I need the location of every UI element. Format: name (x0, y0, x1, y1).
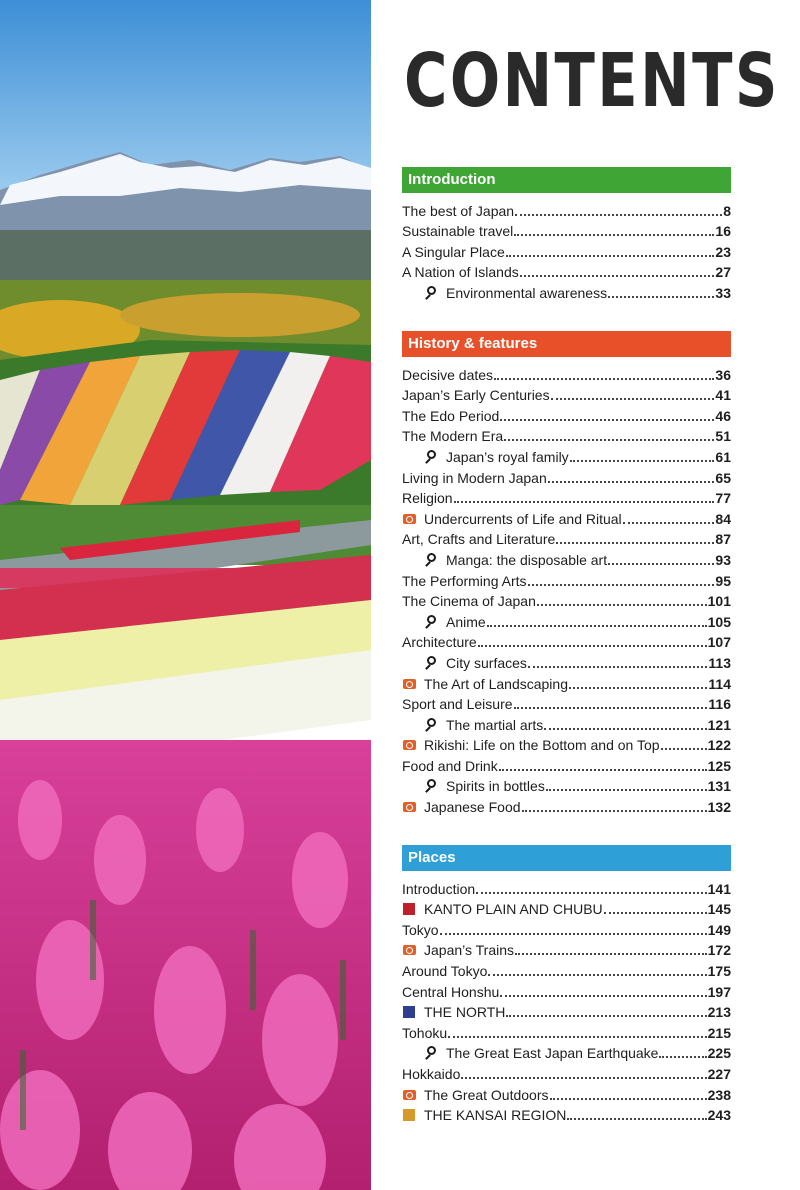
camera-icon (402, 512, 420, 526)
toc-entry-page-number: 122 (707, 737, 731, 754)
dot-leader (520, 263, 715, 277)
camera-icon (402, 738, 420, 752)
dot-leader (440, 921, 707, 935)
toc-entry (402, 979, 731, 1000)
square-north-icon (402, 1005, 420, 1019)
toc-entry-title: Decisive dates (402, 366, 494, 383)
dot-leader (494, 366, 714, 380)
toc-entry-title: Around Tokyo (402, 962, 488, 979)
magnifier-icon (424, 286, 442, 300)
dot-leader (454, 489, 715, 503)
page-title: CONTENTS (404, 38, 780, 124)
toc-entry-title: Sustainable travel (402, 223, 514, 240)
dot-leader (499, 757, 707, 771)
toc-entry-page-number: 172 (707, 942, 731, 959)
square-kanto-icon (402, 902, 420, 916)
toc-entry-title: Art, Crafts and Literature (402, 531, 556, 548)
dot-leader (604, 900, 707, 914)
dot-leader (500, 407, 714, 421)
toc-entry (402, 198, 731, 219)
toc-list-introduction (402, 198, 731, 301)
toc-entry-title: Living in Modern Japan (402, 469, 547, 486)
toc-entry (402, 630, 731, 651)
toc-entry-page-number: 16 (715, 223, 731, 240)
toc-entry-title: Japan’s Early Centuries (402, 387, 550, 404)
toc-entry (402, 219, 731, 240)
dot-leader (546, 777, 707, 791)
toc-entry-title: Tohoku (402, 1024, 448, 1041)
toc-entry (402, 239, 731, 260)
toc-entry (402, 280, 731, 301)
toc-entry-page-number: 197 (707, 983, 731, 1000)
toc-entry-page-number: 105 (707, 613, 731, 630)
toc-entry-page-number: 225 (707, 1045, 731, 1062)
toc-entry-page-number: 227 (707, 1065, 731, 1082)
toc-entry (402, 692, 731, 713)
toc-entry (402, 1041, 731, 1062)
toc-entry-page-number: 125 (707, 757, 731, 774)
dot-leader (556, 530, 714, 544)
toc-entry (402, 260, 731, 281)
dot-leader (461, 1065, 706, 1079)
toc-entry (402, 876, 731, 897)
toc-entry (402, 527, 731, 548)
toc-entry (402, 589, 731, 610)
cover-photo (0, 0, 371, 1190)
magnifier-icon (424, 779, 442, 793)
toc-entry (402, 774, 731, 795)
toc-entry (402, 424, 731, 445)
toc-entry-title: Religion (402, 490, 453, 507)
toc-entry (402, 712, 731, 733)
dot-leader (567, 1106, 706, 1120)
toc-entry-title: Undercurrents of Life and Ritual (402, 511, 622, 527)
toc-entry (402, 568, 731, 589)
toc-entry-page-number: 132 (707, 799, 731, 816)
toc-entry (402, 1000, 731, 1021)
magnifier-icon (424, 656, 442, 670)
flower-field-landscape-image (0, 0, 371, 1190)
toc-entry-page-number: 116 (708, 696, 731, 713)
toc-entry (402, 1103, 731, 1124)
toc-entry-page-number: 145 (707, 901, 731, 918)
dot-leader (608, 284, 714, 298)
toc-entry (402, 917, 731, 938)
toc-entry-title: Introduction (402, 880, 476, 897)
toc-entry-title: Architecture (402, 634, 477, 651)
toc-entry-title: The Art of Landscaping (402, 676, 568, 692)
dot-leader (506, 243, 715, 257)
toc-entry-page-number: 121 (707, 716, 731, 733)
section-introduction (402, 167, 731, 301)
toc-entry (402, 1061, 731, 1082)
toc-entry (402, 362, 731, 383)
dot-leader (504, 427, 714, 441)
toc-entry-page-number: 215 (707, 1024, 731, 1041)
square-kansai-icon (402, 1108, 420, 1122)
section-heading-history: History & features (402, 331, 731, 357)
dot-leader (661, 736, 707, 750)
toc-entry-title: Japan’s Trains (402, 942, 514, 958)
toc-entry-page-number: 77 (715, 490, 731, 507)
dot-leader (528, 654, 707, 668)
toc-entry-page-number: 84 (715, 510, 731, 527)
dot-leader (514, 695, 708, 709)
toc-entry-title: Manga: the disposable art (402, 552, 607, 568)
toc-entry-title: Environmental awareness (402, 285, 607, 301)
toc-entry-page-number: 107 (707, 634, 731, 651)
toc-entry-page-number: 36 (715, 366, 731, 383)
toc-entry-title: Food and Drink (402, 757, 498, 774)
toc-entry-title: Spirits in bottles (402, 778, 545, 794)
dot-leader (488, 962, 706, 976)
toc-entry (402, 1082, 731, 1103)
toc-entry (402, 958, 731, 979)
toc-entry-title: Japanese Food (402, 799, 521, 815)
dot-leader (659, 1044, 706, 1058)
toc-entry-title: THE NORTH (402, 1004, 505, 1020)
toc-entry (402, 444, 731, 465)
camera-icon (402, 677, 420, 691)
toc-entry-title: A Singular Place (402, 243, 505, 260)
dot-leader (515, 941, 707, 955)
toc-entry-page-number: 65 (715, 469, 731, 486)
toc-entry-title: The Great East Japan Earthquake (402, 1045, 658, 1061)
camera-icon (402, 943, 420, 957)
toc-entry (402, 753, 731, 774)
toc-entry (402, 897, 731, 918)
dot-leader (569, 675, 707, 689)
dot-leader (608, 551, 714, 565)
toc-list-history (402, 362, 731, 815)
section-heading-introduction: Introduction (402, 167, 731, 193)
toc-entry-page-number: 93 (715, 551, 731, 568)
magnifier-icon (424, 718, 442, 732)
dot-leader (550, 1086, 707, 1100)
dot-leader (476, 880, 706, 894)
toc-entry-title: The Performing Arts (402, 572, 527, 589)
toc-entry-title: City surfaces (402, 655, 527, 671)
dot-leader (514, 222, 714, 236)
toc-entry-title: Hokkaido (402, 1065, 461, 1082)
dot-leader (551, 386, 715, 400)
dot-leader (522, 798, 707, 812)
toc-entry (402, 938, 731, 959)
dot-leader (500, 983, 706, 997)
magnifier-icon (424, 615, 442, 629)
section-heading-places: Places (402, 845, 731, 871)
dot-leader (506, 1003, 706, 1017)
dot-leader (448, 1024, 706, 1038)
section-places (402, 845, 731, 1123)
toc-entry-page-number: 113 (708, 654, 731, 671)
dot-leader (570, 448, 715, 462)
toc-entry-title: Central Honshu (402, 983, 500, 1000)
toc-entry-page-number: 33 (715, 284, 731, 301)
toc-entry-page-number: 114 (708, 675, 731, 692)
toc-entry-page-number: 95 (715, 572, 731, 589)
dot-leader (515, 202, 722, 216)
toc-entry-page-number: 51 (715, 428, 731, 445)
toc-entry (402, 383, 731, 404)
toc-entry-page-number: 175 (707, 962, 731, 979)
dot-leader (623, 510, 715, 524)
toc-entry-title: The Great Outdoors (402, 1087, 549, 1103)
toc-entry-title: The Cinema of Japan (402, 593, 536, 610)
magnifier-icon (424, 1046, 442, 1060)
toc-entry-title: The Edo Period (402, 407, 500, 424)
toc-entry-page-number: 41 (715, 387, 731, 404)
camera-icon (402, 800, 420, 814)
toc-entry-title: Anime (402, 614, 486, 630)
toc-entry (402, 650, 731, 671)
magnifier-icon (424, 450, 442, 464)
dot-leader (548, 469, 715, 483)
toc-entry-page-number: 27 (715, 264, 731, 281)
toc-entry (402, 506, 731, 527)
toc-entry-page-number: 131 (707, 778, 731, 795)
toc-entry-page-number: 61 (715, 448, 731, 465)
toc-entry-title: The best of Japan (402, 202, 515, 219)
toc-entry-title: Tokyo (402, 921, 439, 938)
dot-leader (487, 613, 707, 627)
toc-entry-page-number: 87 (715, 531, 731, 548)
dot-leader (544, 716, 706, 730)
magnifier-icon (424, 553, 442, 567)
camera-icon (402, 1088, 420, 1102)
toc-entry (402, 547, 731, 568)
toc-entry-title: The Modern Era (402, 428, 504, 445)
toc-list-places (402, 876, 731, 1123)
toc-entry (402, 733, 731, 754)
toc-entry-title: The martial arts (402, 717, 543, 733)
toc-entry-page-number: 149 (707, 921, 731, 938)
toc-entry-title: A Nation of Islands (402, 264, 519, 281)
dot-leader (528, 572, 715, 586)
toc-entry-page-number: 8 (723, 202, 731, 219)
toc-entry-page-number: 101 (707, 593, 731, 610)
dot-leader (537, 592, 707, 606)
toc-entry-title: THE KANSAI REGION (402, 1107, 566, 1123)
toc-entry-page-number: 141 (707, 880, 731, 897)
toc-entry (402, 465, 731, 486)
toc-entry (402, 1020, 731, 1041)
toc-entry-page-number: 238 (707, 1086, 731, 1103)
toc-entry-page-number: 46 (715, 407, 731, 424)
dot-leader (478, 633, 707, 647)
toc-entry (402, 486, 731, 507)
toc-entry-page-number: 213 (707, 1004, 731, 1021)
toc-entry-title: Japan’s royal family (402, 449, 569, 465)
toc-entry (402, 671, 731, 692)
toc-entry (402, 794, 731, 815)
toc-entry-page-number: 23 (715, 243, 731, 260)
toc-entry-title: KANTO PLAIN AND CHUBU (402, 901, 603, 917)
toc-entry (402, 403, 731, 424)
section-history-features (402, 331, 731, 815)
toc-entry-page-number: 243 (707, 1107, 731, 1124)
toc-entry-title: Sport and Leisure (402, 696, 513, 713)
toc-entry-title: Rikishi: Life on the Bottom and on Top (402, 737, 660, 753)
toc-entry (402, 609, 731, 630)
